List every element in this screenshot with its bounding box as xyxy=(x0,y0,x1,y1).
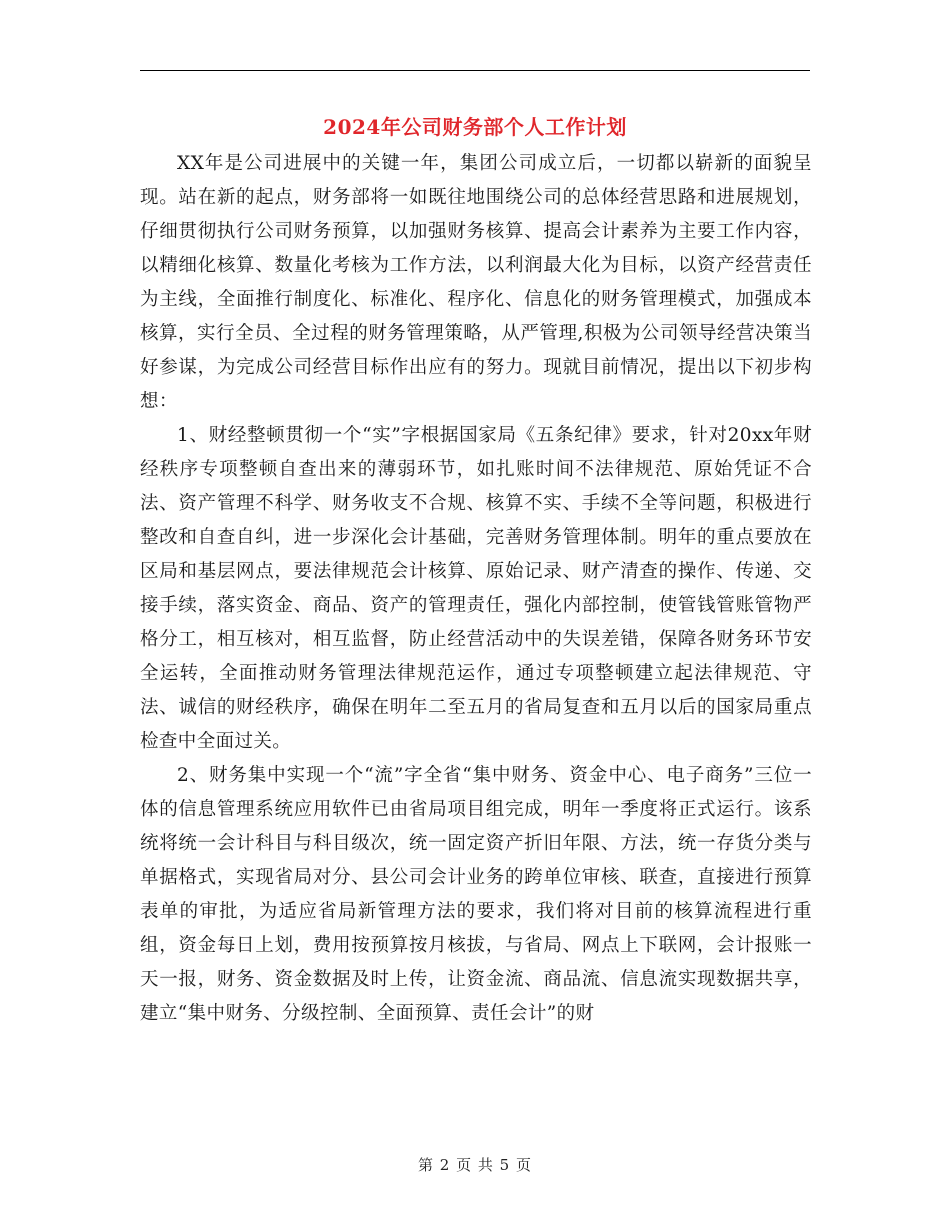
page-number: 第 2 页 共 5 页 xyxy=(418,1156,532,1174)
paragraph-intro: XX年是公司进展中的关键一年，集团公司成立后，一切都以崭新的面貌呈现。站在新的起点，财务部将一如既往地围绕公司的总体经营思路和进展规划，仔细贯彻执行公司财务预算，以加强财务核算、提高会计素养为主要工作内容，以精细化核算、数量化考核为工作方法，以利润最大化为目标，以资产经营责任为主线，全面推行制度化、标准化、程序化、信息化的财务管理模式，加强成本核算，实行全员、全过程的财务管理策略，从严管理,积极为公司领导经营决策当好参谋，为完成公司经营目标作出应有的努力。现就目前情况，提出以下初步构想： xyxy=(140,153,812,412)
document-body xyxy=(140,147,812,1031)
paragraph-item-1: 1、财经整顿贯彻一个“实”字根据国家局《五条纪律》要求，针对20xx年财经秩序专项整顿自查出来的薄弱环节，如扎账时间不法律规范、原始凭证不合法、资产管理不科学、财务收支不合规、核算不实、手续不全等问题，积极进行整改和自查自纠，进一步深化会计基础，完善财务管理体制。明年的重点要放在区局和基层网点，要法律规范会计核算、原始记录、财产清查的操作、传递、交接手续，落实资金、商品、资产的管理责任，强化内部控制，使管钱管账管物严格分工，相互核对，相互监督，防止经营活动中的失误差错，保障各财务环节安全运转，全面推动财务管理法律规范运作，通过专项整顿建立起法律规范、守法、诚信的财经秩序，确保在明年二至五月的省局复查和五月以后的国家局重点检查中全面过关。 xyxy=(140,425,812,752)
paragraph-item-2: 2、财务集中实现一个“流”字全省“集中财务、资金中心、电子商务”三位一体的信息管理系统应用软件已由省局项目组完成，明年一季度将正式运行。该系统将统一会计科目与科目级次，统一固定资产折旧年限、方法，统一存货分类与单据格式，实现省局对分、县公司会计业务的跨单位审核、联查，直接进行预算表单的审批，为适应省局新管理方法的要求，我们将对目前的核算流程进行重组，资金每日上划，费用按预算按月核拔，与省局、网点上下联网，会计报账一天一报，财务、资金数据及时上传，让资金流、商品流、信息流实现数据共享，建立“集中财务、分级控制、全面预算、责任会计”的财 xyxy=(140,765,812,1024)
header-rule xyxy=(140,70,810,71)
document-title: 2024年公司财务部个人工作计划 xyxy=(323,115,627,139)
